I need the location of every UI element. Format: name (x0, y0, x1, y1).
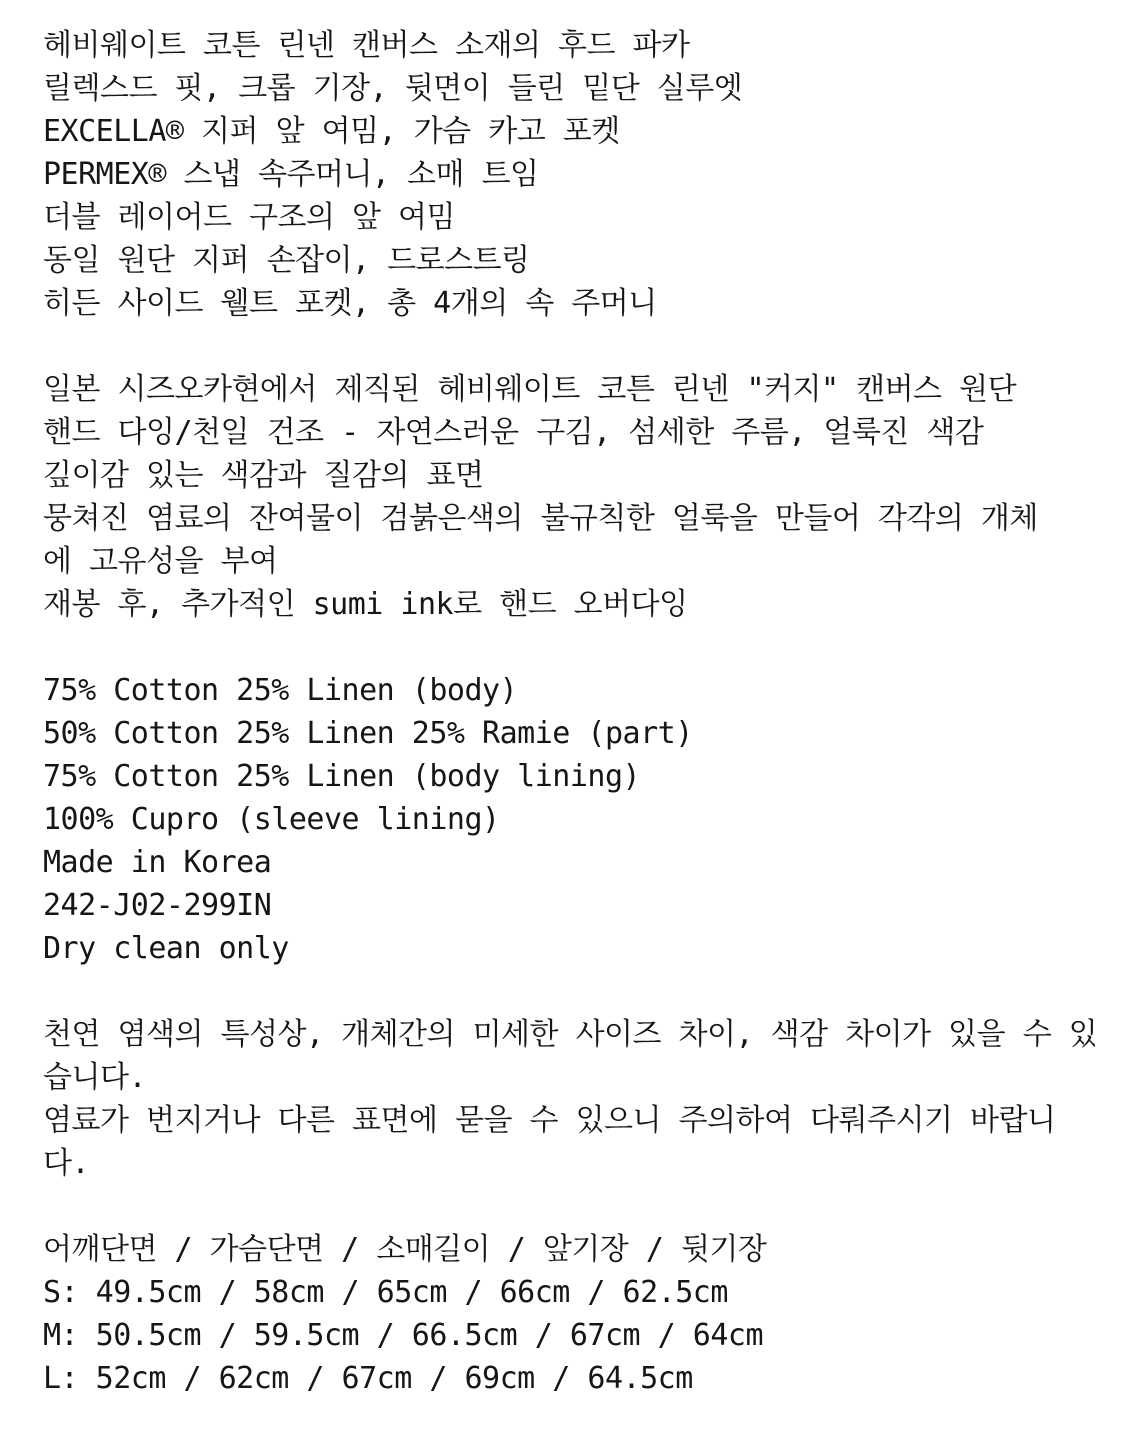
composition-section (43, 669, 1093, 970)
size-row-s: S: 49.5cm / 58cm / 65cm / 66cm / 62.5cm (43, 1275, 728, 1310)
composition-line: 75% Cotton 25% Linen (body lining) (43, 759, 641, 794)
origin-line: Made in Korea (43, 845, 272, 880)
composition-line: 50% Cotton 25% Linen 25% Ramie (part) (43, 716, 693, 751)
fabric-line: 핸드 다잉/천일 건조 - 자연스러운 구김, 섬세한 주름, 얼룩진 색감 (43, 415, 984, 450)
feature-line: 더블 레이어드 구조의 앞 여밈 (43, 200, 456, 235)
care-instruction: Dry clean only (43, 931, 289, 966)
size-row-m: M: 50.5cm / 59.5cm / 66.5cm / 67cm / 64cm (43, 1318, 764, 1353)
feature-line: 동일 원단 지퍼 손잡이, 드로스트링 (43, 243, 530, 278)
size-chart (43, 1228, 1093, 1400)
feature-line: 릴렉스드 핏, 크롭 기장, 뒷면이 들린 밑단 실루엣 (43, 71, 743, 106)
product-description (43, 24, 1098, 1400)
size-row-l: L: 52cm / 62cm / 67cm / 69cm / 64.5cm (43, 1361, 693, 1396)
fabric-line: 뭉쳐진 염료의 잔여물이 검붉은색의 불규칙한 얼룩을 만들어 각각의 개체 (43, 501, 1038, 536)
features-section (43, 24, 1093, 325)
feature-line: 헤비웨이트 코튼 린넨 캔버스 소재의 후드 파카 (43, 28, 690, 63)
fabric-line: 깊이감 있는 색감과 질감의 표면 (43, 458, 484, 493)
notice-line: 습니다. (43, 1060, 147, 1095)
notice-line: 다. (43, 1146, 90, 1181)
fabric-line: 일본 시즈오카현에서 제직된 헤비웨이트 코튼 린넨 "커지" 캔버스 원단 (43, 372, 1017, 407)
product-code: 242-J02-299IN (43, 888, 272, 923)
notice-line: 염료가 번지거나 다른 표면에 묻을 수 있으니 주의하여 다뤄주시기 바랍니 (43, 1103, 1056, 1138)
composition-line: 75% Cotton 25% Linen (body) (43, 673, 518, 708)
fabric-line: 에 고유성을 부여 (43, 544, 278, 579)
size-chart-header: 어깨단면 / 가슴단면 / 소매길이 / 앞기장 / 뒷기장 (43, 1232, 767, 1267)
notice-line: 천연 염색의 특성상, 개체간의 미세한 사이즈 차이, 색감 차이가 있을 수 있 (43, 1017, 1098, 1052)
fabric-line: 재봉 후, 추가적인 sumi ink로 핸드 오버다잉 (43, 587, 688, 622)
feature-line: 히든 사이드 웰트 포켓, 총 4개의 속 주머니 (43, 286, 657, 321)
feature-line: EXCELLA® 지퍼 앞 여밈, 가슴 카고 포켓 (43, 114, 620, 149)
fabric-section (43, 368, 1093, 626)
notice-section (43, 1013, 1098, 1185)
composition-line: 100% Cupro (sleeve lining) (43, 802, 500, 837)
feature-line: PERMEX® 스냅 속주머니, 소매 트임 (43, 157, 539, 192)
